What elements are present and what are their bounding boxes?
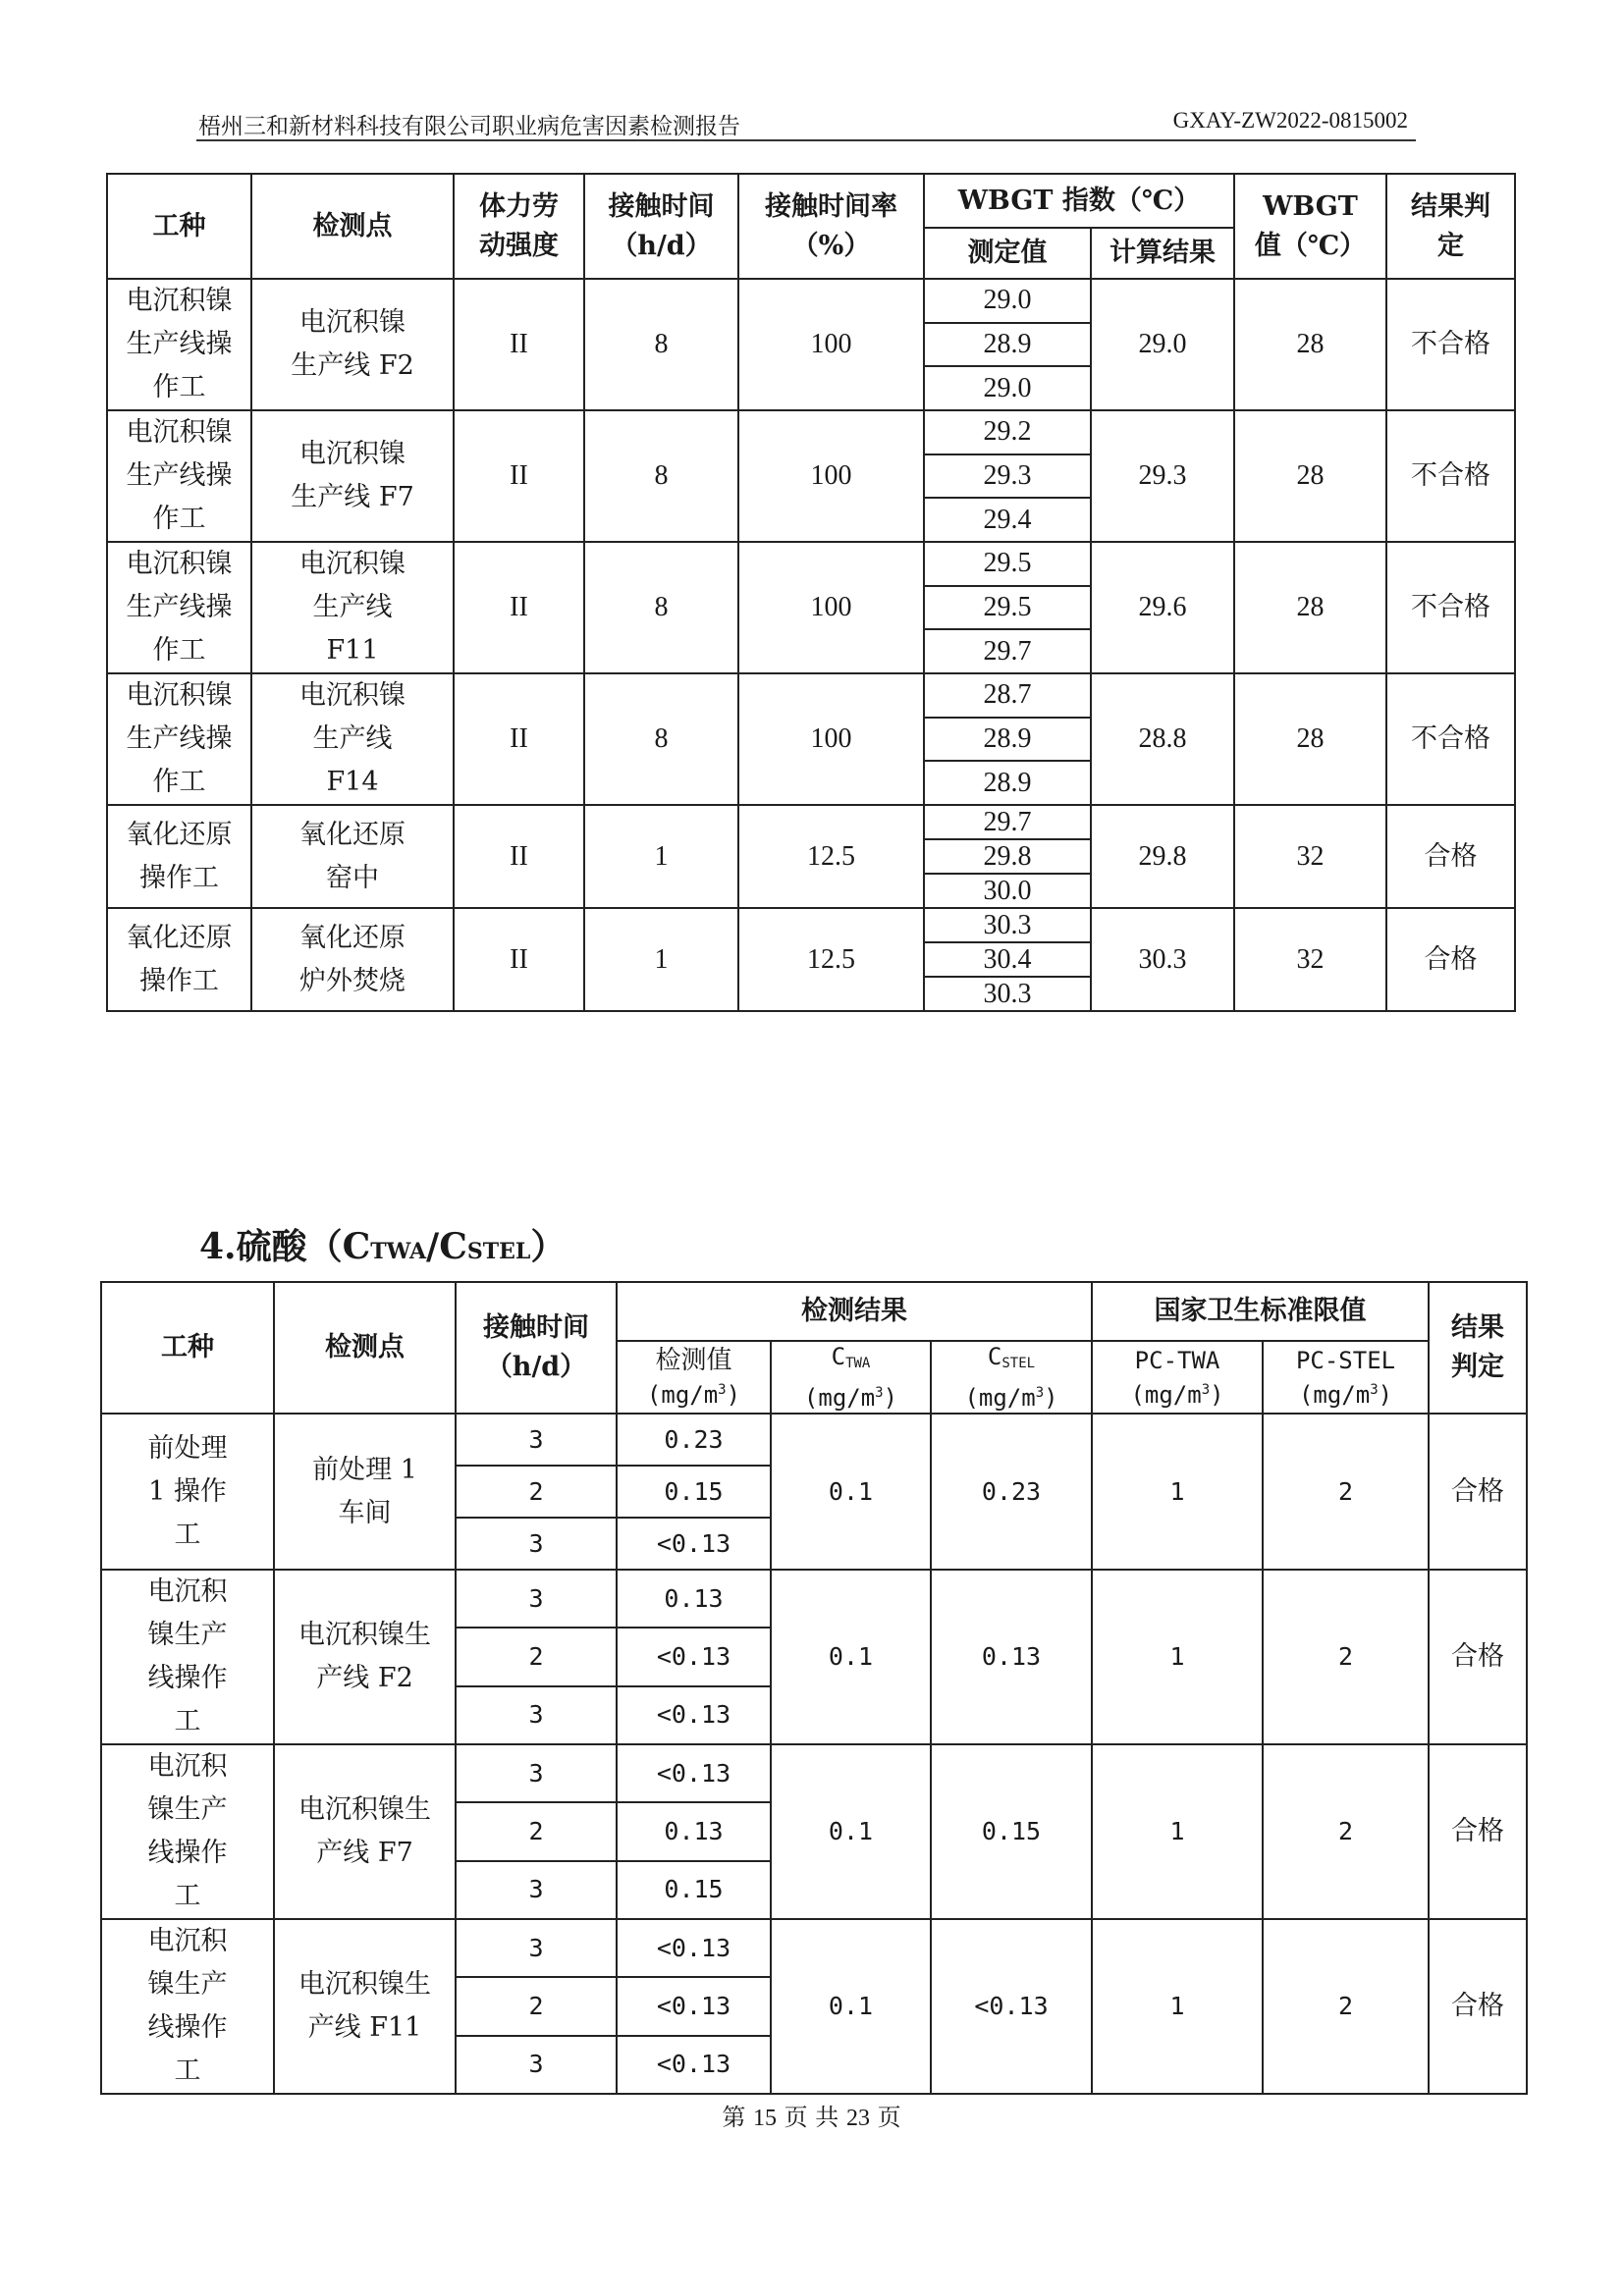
point-cell: 电沉积镍生产线 F11 — [251, 542, 454, 673]
limit-cell: 28 — [1234, 279, 1386, 410]
job-cell: 电沉积镍生产线操作工 — [107, 673, 251, 805]
ctwa-value: 0.1 — [771, 1744, 931, 1919]
result-cell: 合格 — [1429, 1414, 1527, 1570]
table-row — [101, 1919, 1527, 1977]
measured-value: <0.13 — [617, 1977, 771, 2035]
limit-cell: 28 — [1234, 673, 1386, 805]
limit-cell: 32 — [1234, 908, 1386, 1011]
time-value: 3 — [456, 1518, 617, 1570]
col-header-limit: WBGT 值（℃） — [1234, 174, 1386, 279]
point-cell: 电沉积镍生产线 F11 — [274, 1919, 456, 2094]
measured-value: 29.8 — [924, 839, 1091, 874]
col-header-results: 检测结果 — [617, 1282, 1092, 1341]
point-cell: 电沉积镍生产线 F7 — [251, 410, 454, 542]
sulfuric-acid-table — [100, 1281, 1528, 2095]
result-cell: 不合格 — [1386, 279, 1515, 410]
table-row — [107, 908, 1515, 942]
pctwa-value: 1 — [1092, 1570, 1263, 1744]
page-footer: 第 15 页 共 23 页 — [722, 2104, 901, 2131]
point-cell: 电沉积镍生产线 F2 — [251, 279, 454, 410]
result-cell: 合格 — [1429, 1570, 1527, 1744]
ctwa-value: 0.1 — [771, 1414, 931, 1570]
job-cell: 前处理 1 操作工 — [101, 1414, 274, 1570]
calc-result: 29.0 — [1091, 279, 1234, 410]
time-value: 3 — [456, 1414, 617, 1466]
col-header-calc: 计算结果 — [1091, 228, 1234, 279]
time-cell: 8 — [584, 673, 738, 805]
limit-cell: 28 — [1234, 410, 1386, 542]
measured-value: 30.4 — [924, 942, 1091, 977]
job-cell: 电沉积镍生产线操作工 — [107, 542, 251, 673]
ctwa-value: 0.1 — [771, 1919, 931, 2094]
table-row — [107, 542, 1515, 586]
time-value: 2 — [456, 1628, 617, 1685]
measured-value: 0.15 — [617, 1466, 771, 1518]
measured-value: 29.0 — [924, 366, 1091, 410]
job-cell: 氧化还原操作工 — [107, 805, 251, 908]
col-header-job: 工种 — [101, 1282, 274, 1414]
col-header-time: 接触时间（h/d） — [456, 1282, 617, 1414]
time-cell: 8 — [584, 542, 738, 673]
table-row — [101, 1414, 1527, 1466]
measured-value: 28.9 — [924, 718, 1091, 762]
job-cell: 电沉积镍生产线操作工 — [101, 1744, 274, 1919]
time-value: 2 — [456, 1466, 617, 1518]
result-cell: 合格 — [1386, 908, 1515, 1011]
labor-cell: II — [454, 673, 584, 805]
rate-cell: 100 — [738, 673, 924, 805]
measured-value: 29.4 — [924, 498, 1091, 542]
measured-value: 29.7 — [924, 629, 1091, 673]
table-row — [107, 410, 1515, 454]
col-header-wbgt: WBGT 指数（℃） — [924, 174, 1234, 228]
cstel-value: 0.23 — [931, 1414, 1092, 1570]
rate-cell: 12.5 — [738, 805, 924, 908]
cstel-value: <0.13 — [931, 1919, 1092, 2094]
point-cell: 电沉积镍生产线 F2 — [274, 1570, 456, 1744]
calc-result: 29.8 — [1091, 805, 1234, 908]
col-header-labor: 体力劳动强度 — [454, 174, 584, 279]
cstel-value: 0.15 — [931, 1744, 1092, 1919]
col-header-pcstel: PC-STEL $(mg/m^3)$ — [1263, 1341, 1429, 1414]
pcstel-value: 2 — [1263, 1570, 1429, 1744]
measured-value: 29.0 — [924, 279, 1091, 323]
result-cell: 不合格 — [1386, 410, 1515, 542]
labor-cell: II — [454, 410, 584, 542]
time-value: 3 — [456, 1744, 617, 1802]
table-row — [107, 673, 1515, 718]
labor-cell: II — [454, 908, 584, 1011]
limit-cell: 28 — [1234, 542, 1386, 673]
point-cell: 电沉积镍生产线 F14 — [251, 673, 454, 805]
col-header-job: 工种 — [107, 174, 251, 279]
job-cell: 电沉积镍生产线操作工 — [107, 410, 251, 542]
limit-cell: 32 — [1234, 805, 1386, 908]
measured-value: <0.13 — [617, 1518, 771, 1570]
pctwa-value: 1 — [1092, 1414, 1263, 1570]
labor-cell: II — [454, 279, 584, 410]
cstel-value: 0.13 — [931, 1570, 1092, 1744]
section-title-sulfuric-acid: 4.硫酸（CTWA/CSTEL） — [199, 1226, 567, 1267]
point-cell: 前处理 1 车间 — [274, 1414, 456, 1570]
report-code: GXAY-ZW2022-0815002 — [1172, 108, 1408, 133]
col-header-point: 检测点 — [251, 174, 454, 279]
time-value: 3 — [456, 2036, 617, 2094]
col-header-national: 国家卫生标准限值 — [1092, 1282, 1429, 1341]
table-row — [101, 1570, 1527, 1628]
measured-value: 29.7 — [924, 805, 1091, 839]
table-row — [107, 805, 1515, 839]
col-header-pctwa: PC-TWA $(mg/m^3)$ — [1092, 1341, 1263, 1414]
calc-result: 30.3 — [1091, 908, 1234, 1011]
calc-result: 29.6 — [1091, 542, 1234, 673]
time-value: 3 — [456, 1570, 617, 1628]
result-cell: 不合格 — [1386, 673, 1515, 805]
measured-value: 28.9 — [924, 323, 1091, 367]
measured-value: <0.13 — [617, 1686, 771, 1744]
point-cell: 氧化还原窑中 — [251, 805, 454, 908]
pctwa-value: 1 — [1092, 1919, 1263, 2094]
ctwa-value: 0.1 — [771, 1570, 931, 1744]
pcstel-value: 2 — [1263, 1919, 1429, 2094]
measured-value: 0.13 — [617, 1802, 771, 1860]
measured-value: <0.13 — [617, 1919, 771, 1977]
table-row — [107, 279, 1515, 323]
measured-value: <0.13 — [617, 1628, 771, 1685]
time-value: 3 — [456, 1919, 617, 1977]
report-title: 梧州三和新材料科技有限公司职业病危害因素检测报告 — [198, 114, 740, 139]
measured-value: 29.5 — [924, 542, 1091, 586]
col-header-cstel: $C_{STEL}$ $(mg/m^3)$ — [931, 1341, 1092, 1414]
measured-value: 0.15 — [617, 1861, 771, 1919]
col-header-time: 接触时间（h/d） — [584, 174, 738, 279]
measured-value: <0.13 — [617, 2036, 771, 2094]
rate-cell: 12.5 — [738, 908, 924, 1011]
measured-value: 29.5 — [924, 586, 1091, 630]
job-cell: 电沉积镍生产线操作工 — [107, 279, 251, 410]
time-cell: 8 — [584, 410, 738, 542]
time-value: 3 — [456, 1861, 617, 1919]
point-cell: 氧化还原炉外焚烧 — [251, 908, 454, 1011]
time-value: 2 — [456, 1802, 617, 1860]
result-cell: 合格 — [1429, 1919, 1527, 2094]
result-cell: 不合格 — [1386, 542, 1515, 673]
time-cell: 1 — [584, 908, 738, 1011]
job-cell: 电沉积镍生产线操作工 — [101, 1570, 274, 1744]
wbgt-table — [106, 173, 1516, 1012]
time-cell: 8 — [584, 279, 738, 410]
time-cell: 1 — [584, 805, 738, 908]
measured-value: 28.7 — [924, 673, 1091, 718]
col-header-rate: 接触时间率（%） — [738, 174, 924, 279]
measured-value: 30.0 — [924, 874, 1091, 908]
labor-cell: II — [454, 805, 584, 908]
measured-value: 30.3 — [924, 977, 1091, 1011]
time-value: 2 — [456, 1977, 617, 2035]
measured-value: 29.2 — [924, 410, 1091, 454]
table-row — [101, 1744, 1527, 1802]
job-cell: 氧化还原操作工 — [107, 908, 251, 1011]
col-header-ctwa: $C_{TWA}$ $(mg/m^3)$ — [771, 1341, 931, 1414]
job-cell: 电沉积镍生产线操作工 — [101, 1919, 274, 2094]
point-cell: 电沉积镍生产线 F7 — [274, 1744, 456, 1919]
measured-value: 0.13 — [617, 1570, 771, 1628]
measured-value: <0.13 — [617, 1744, 771, 1802]
result-cell: 合格 — [1429, 1744, 1527, 1919]
calc-result: 28.8 — [1091, 673, 1234, 805]
calc-result: 29.3 — [1091, 410, 1234, 542]
measured-value: 30.3 — [924, 908, 1091, 942]
pctwa-value: 1 — [1092, 1744, 1263, 1919]
rate-cell: 100 — [738, 410, 924, 542]
rate-cell: 100 — [738, 279, 924, 410]
time-value: 3 — [456, 1686, 617, 1744]
measured-value: 0.23 — [617, 1414, 771, 1466]
labor-cell: II — [454, 542, 584, 673]
col-header-point: 检测点 — [274, 1282, 456, 1414]
col-header-measured: 检测值 $(mg/m^3)$ — [617, 1341, 771, 1414]
page-header — [196, 106, 1416, 141]
result-cell: 合格 — [1386, 805, 1515, 908]
col-header-measured: 测定值 — [924, 228, 1091, 279]
pcstel-value: 2 — [1263, 1414, 1429, 1570]
col-header-result: 结果判定 — [1429, 1282, 1527, 1414]
rate-cell: 100 — [738, 542, 924, 673]
measured-value: 29.3 — [924, 454, 1091, 499]
measured-value: 28.9 — [924, 761, 1091, 805]
col-header-result: 结果判定 — [1386, 174, 1515, 279]
pcstel-value: 2 — [1263, 1744, 1429, 1919]
